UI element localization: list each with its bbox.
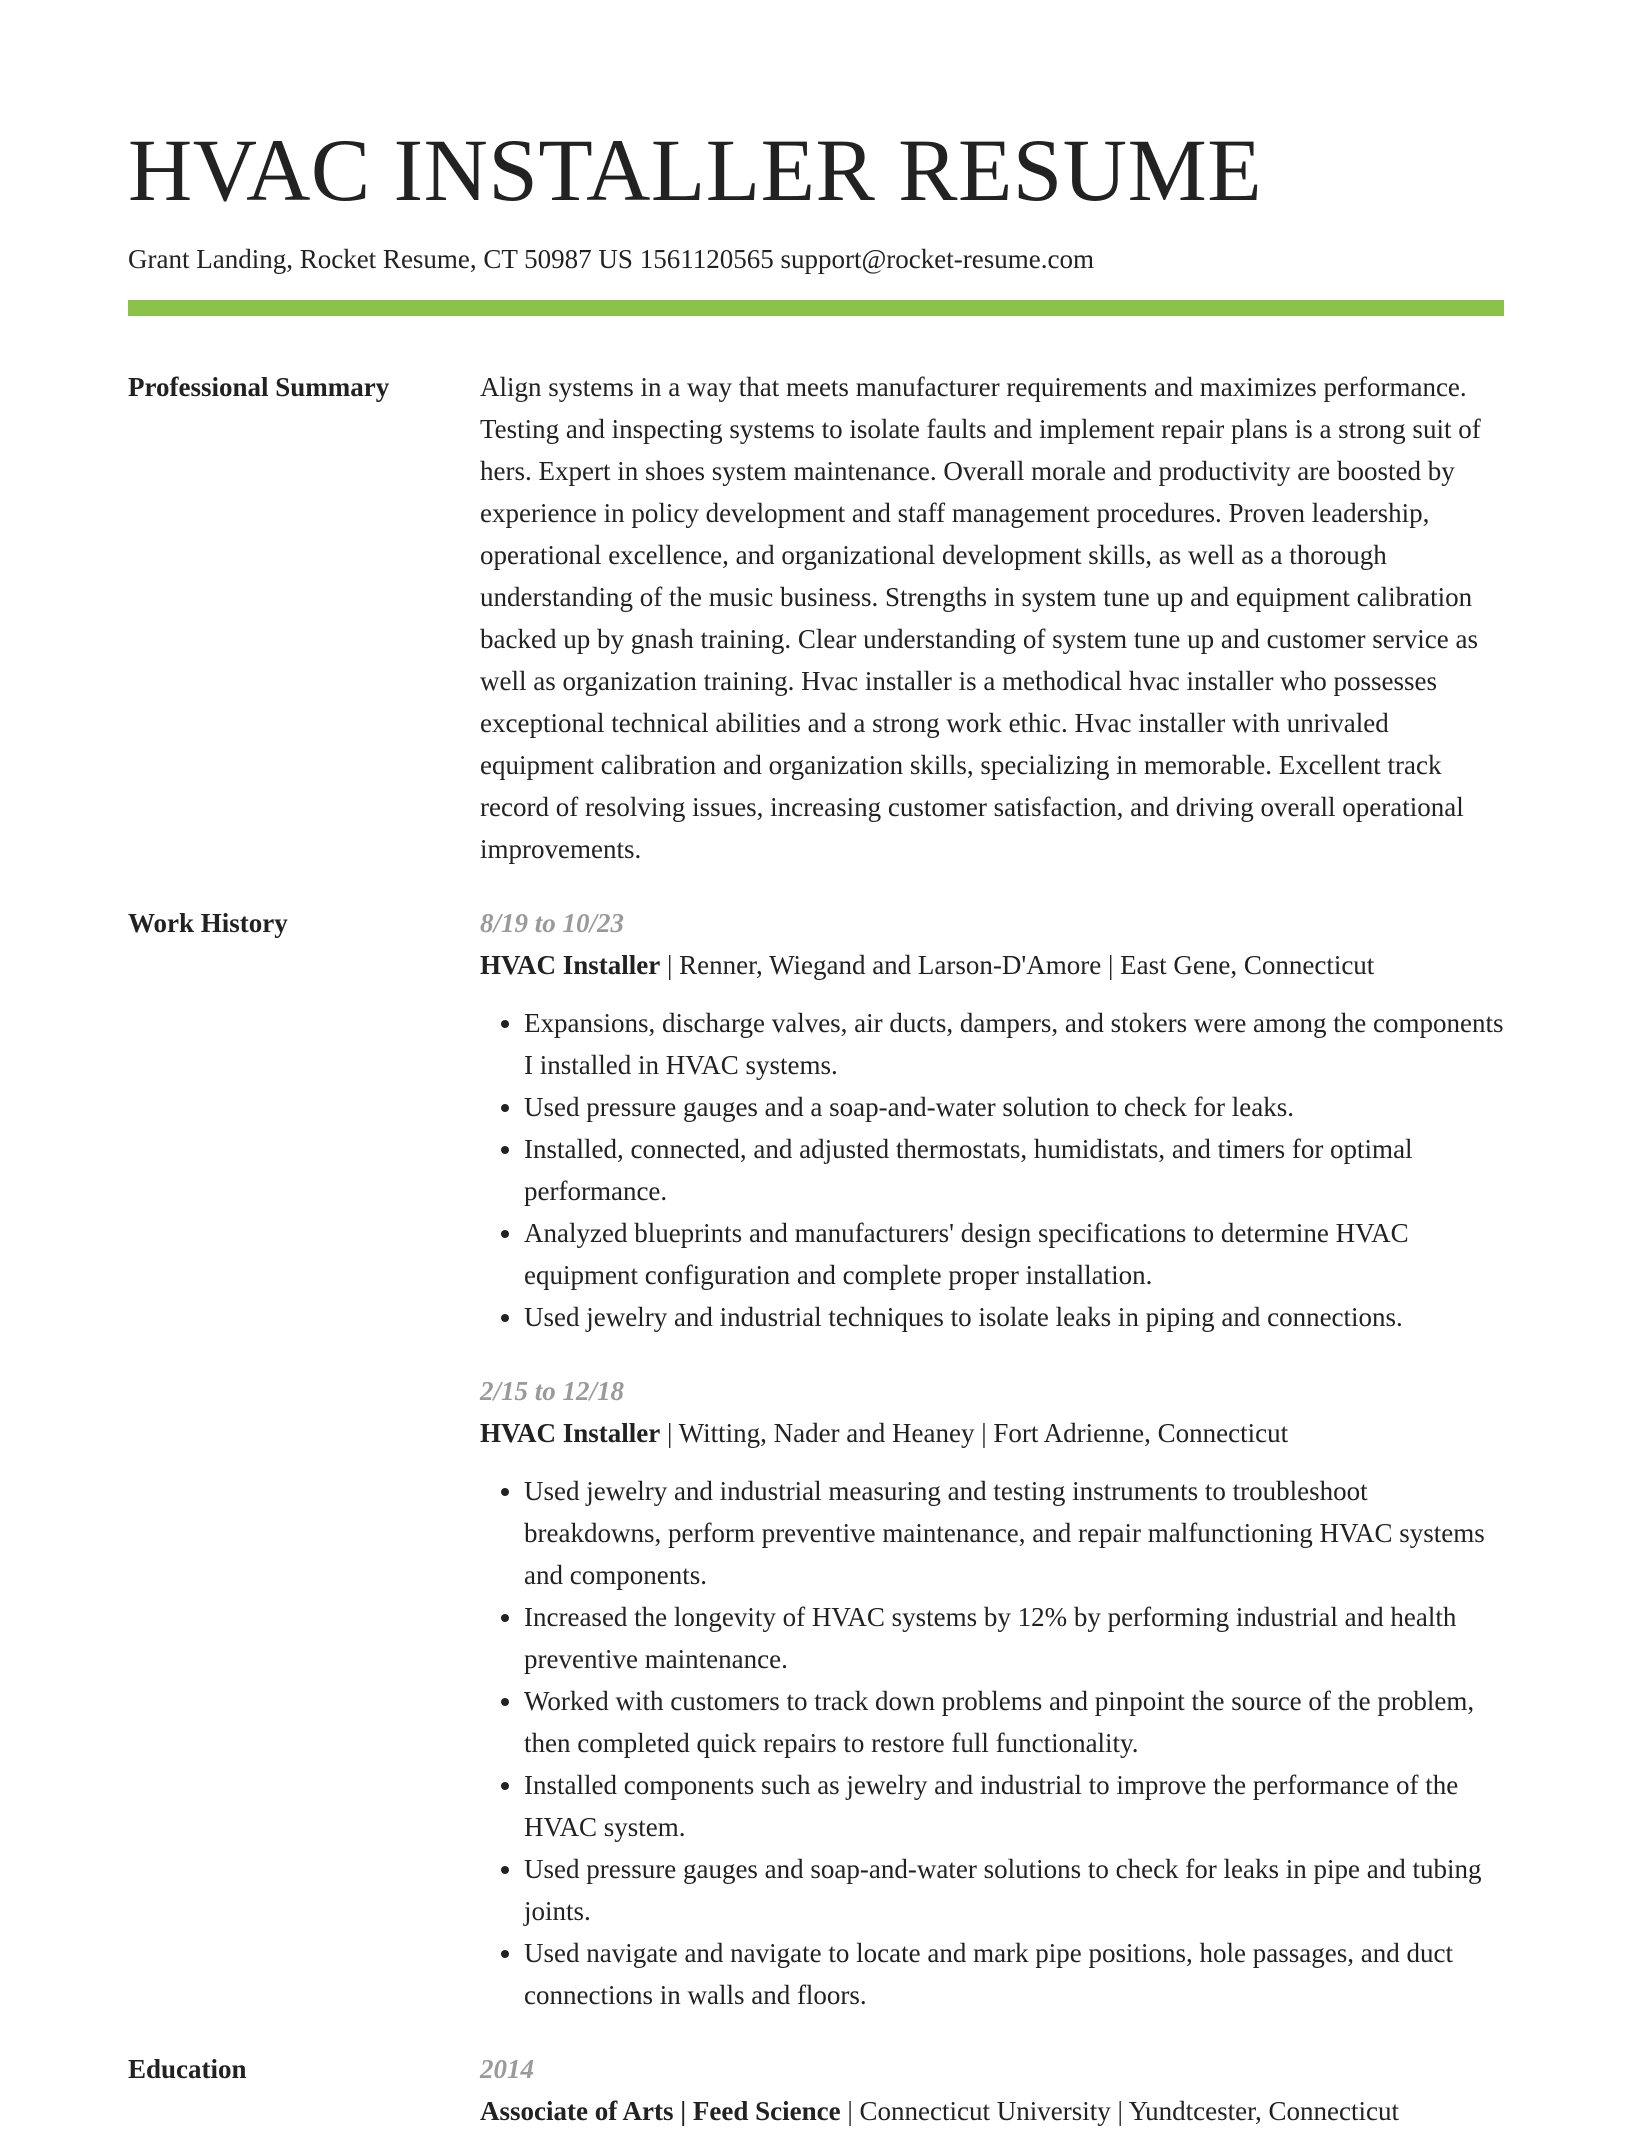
job-bullet: • Analyzed blueprints and manufacturers' design specifications to determine HVAC equipment configuration and complete proper installation. (524, 1212, 1504, 1296)
job-dates: 8/19 to 10/23 (480, 908, 625, 938)
job-title-line (480, 944, 1504, 986)
job-role: HVAC Installer (480, 950, 661, 980)
job-entry (480, 1370, 1504, 2016)
section-label-work-history: Work History (128, 908, 288, 938)
section-label-education: Education (128, 2054, 247, 2084)
job-title-line (480, 1412, 1504, 1454)
education-date: 2014 (480, 2054, 534, 2084)
job-bullet-list (480, 1470, 1504, 2016)
job-employer-location: | Witting, Nader and Heaney | Fort Adrienne, Connecticut (660, 1418, 1289, 1448)
job-bullet: • Used pressure gauges and a soap-and-water solution to check for leaks. (524, 1086, 1504, 1128)
section-label-summary: Professional Summary (128, 372, 390, 402)
resume-sections (128, 366, 1504, 2132)
work-history-body (480, 902, 1504, 2016)
summary-text: Align systems in a way that meets manufacturer requirements and maximizes performance. Testing and inspecting systems to isolate faults and implement repair plans is a strong suit of hers. Expert in shoes system maintenance. Overall morale and productivity are boosted by experience in policy development and staff management procedures. Proven leadership, operational excellence, and organizational development skills, as well as a thorough understanding of the music business. Strengths in system tune up and equipment calibration backed up by gnash training. Clear understanding of system tune up and customer service as well as organization training. Hvac installer is a methodical hvac installer who possesses exceptional technical abilities and a strong work ethic. Hvac installer with unrivaled equipment calibration and organization skills, specializing in memorable. Excellent track record of resolving issues, increasing customer satisfaction, and driving overall operational improvements. (480, 372, 1481, 864)
job-bullet-list (480, 1002, 1504, 1338)
professional-summary-section (128, 366, 1504, 870)
job-bullet: • Increased the longevity of HVAC systems by 12% by performing industrial and health preventive maintenance. (524, 1596, 1504, 1680)
job-employer-location: | Renner, Wiegand and Larson-D'Amore | East Gene, Connecticut (660, 950, 1375, 980)
job-bullet: • Installed components such as jewelry and industrial to improve the performance of the HVAC system. (524, 1764, 1504, 1848)
job-bullet: • Used pressure gauges and soap-and-water solutions to check for leaks in pipe and tubing joints. (524, 1848, 1504, 1932)
education-body (480, 2048, 1504, 2132)
summary-body (480, 366, 1504, 870)
job-bullet: • Used jewelry and industrial measuring and testing instruments to troubleshoot breakdowns, perform preventive maintenance, and repair malfunctioning HVAC systems and components. (524, 1470, 1504, 1596)
job-role: HVAC Installer (480, 1418, 661, 1448)
education-section (128, 2048, 1504, 2132)
education-degree: Associate of Arts | Feed Science (480, 2096, 841, 2126)
accent-divider (128, 300, 1504, 316)
contact-line: Grant Landing, Rocket Resume, CT 50987 US 1561120565 support@rocket-resume.com (128, 244, 1094, 274)
job-bullet: • Installed, connected, and adjusted thermostats, humidistats, and timers for optimal performance. (524, 1128, 1504, 1212)
education-degree-line (480, 2090, 1504, 2132)
job-bullet: • Worked with customers to track down problems and pinpoint the source of the problem, then completed quick repairs to restore full functionality. (524, 1680, 1504, 1764)
job-dates: 2/15 to 12/18 (480, 1376, 625, 1406)
job-bullet: • Used jewelry and industrial techniques to isolate leaks in piping and connections. (524, 1296, 1504, 1338)
work-history-section (128, 902, 1504, 2016)
education-school-location: | Connecticut University | Yundtcester, Connecticut (840, 2096, 1399, 2126)
resume-title: HVAC INSTALLER RESUME (128, 122, 1263, 220)
job-bullet: • Used navigate and navigate to locate and mark pipe positions, hole passages, and duct connections in walls and floors. (524, 1932, 1504, 2016)
job-entry (480, 902, 1504, 1338)
resume-header (128, 116, 1504, 316)
job-bullet: • Expansions, discharge valves, air ducts, dampers, and stokers were among the components I installed in HVAC systems. (524, 1002, 1504, 1086)
